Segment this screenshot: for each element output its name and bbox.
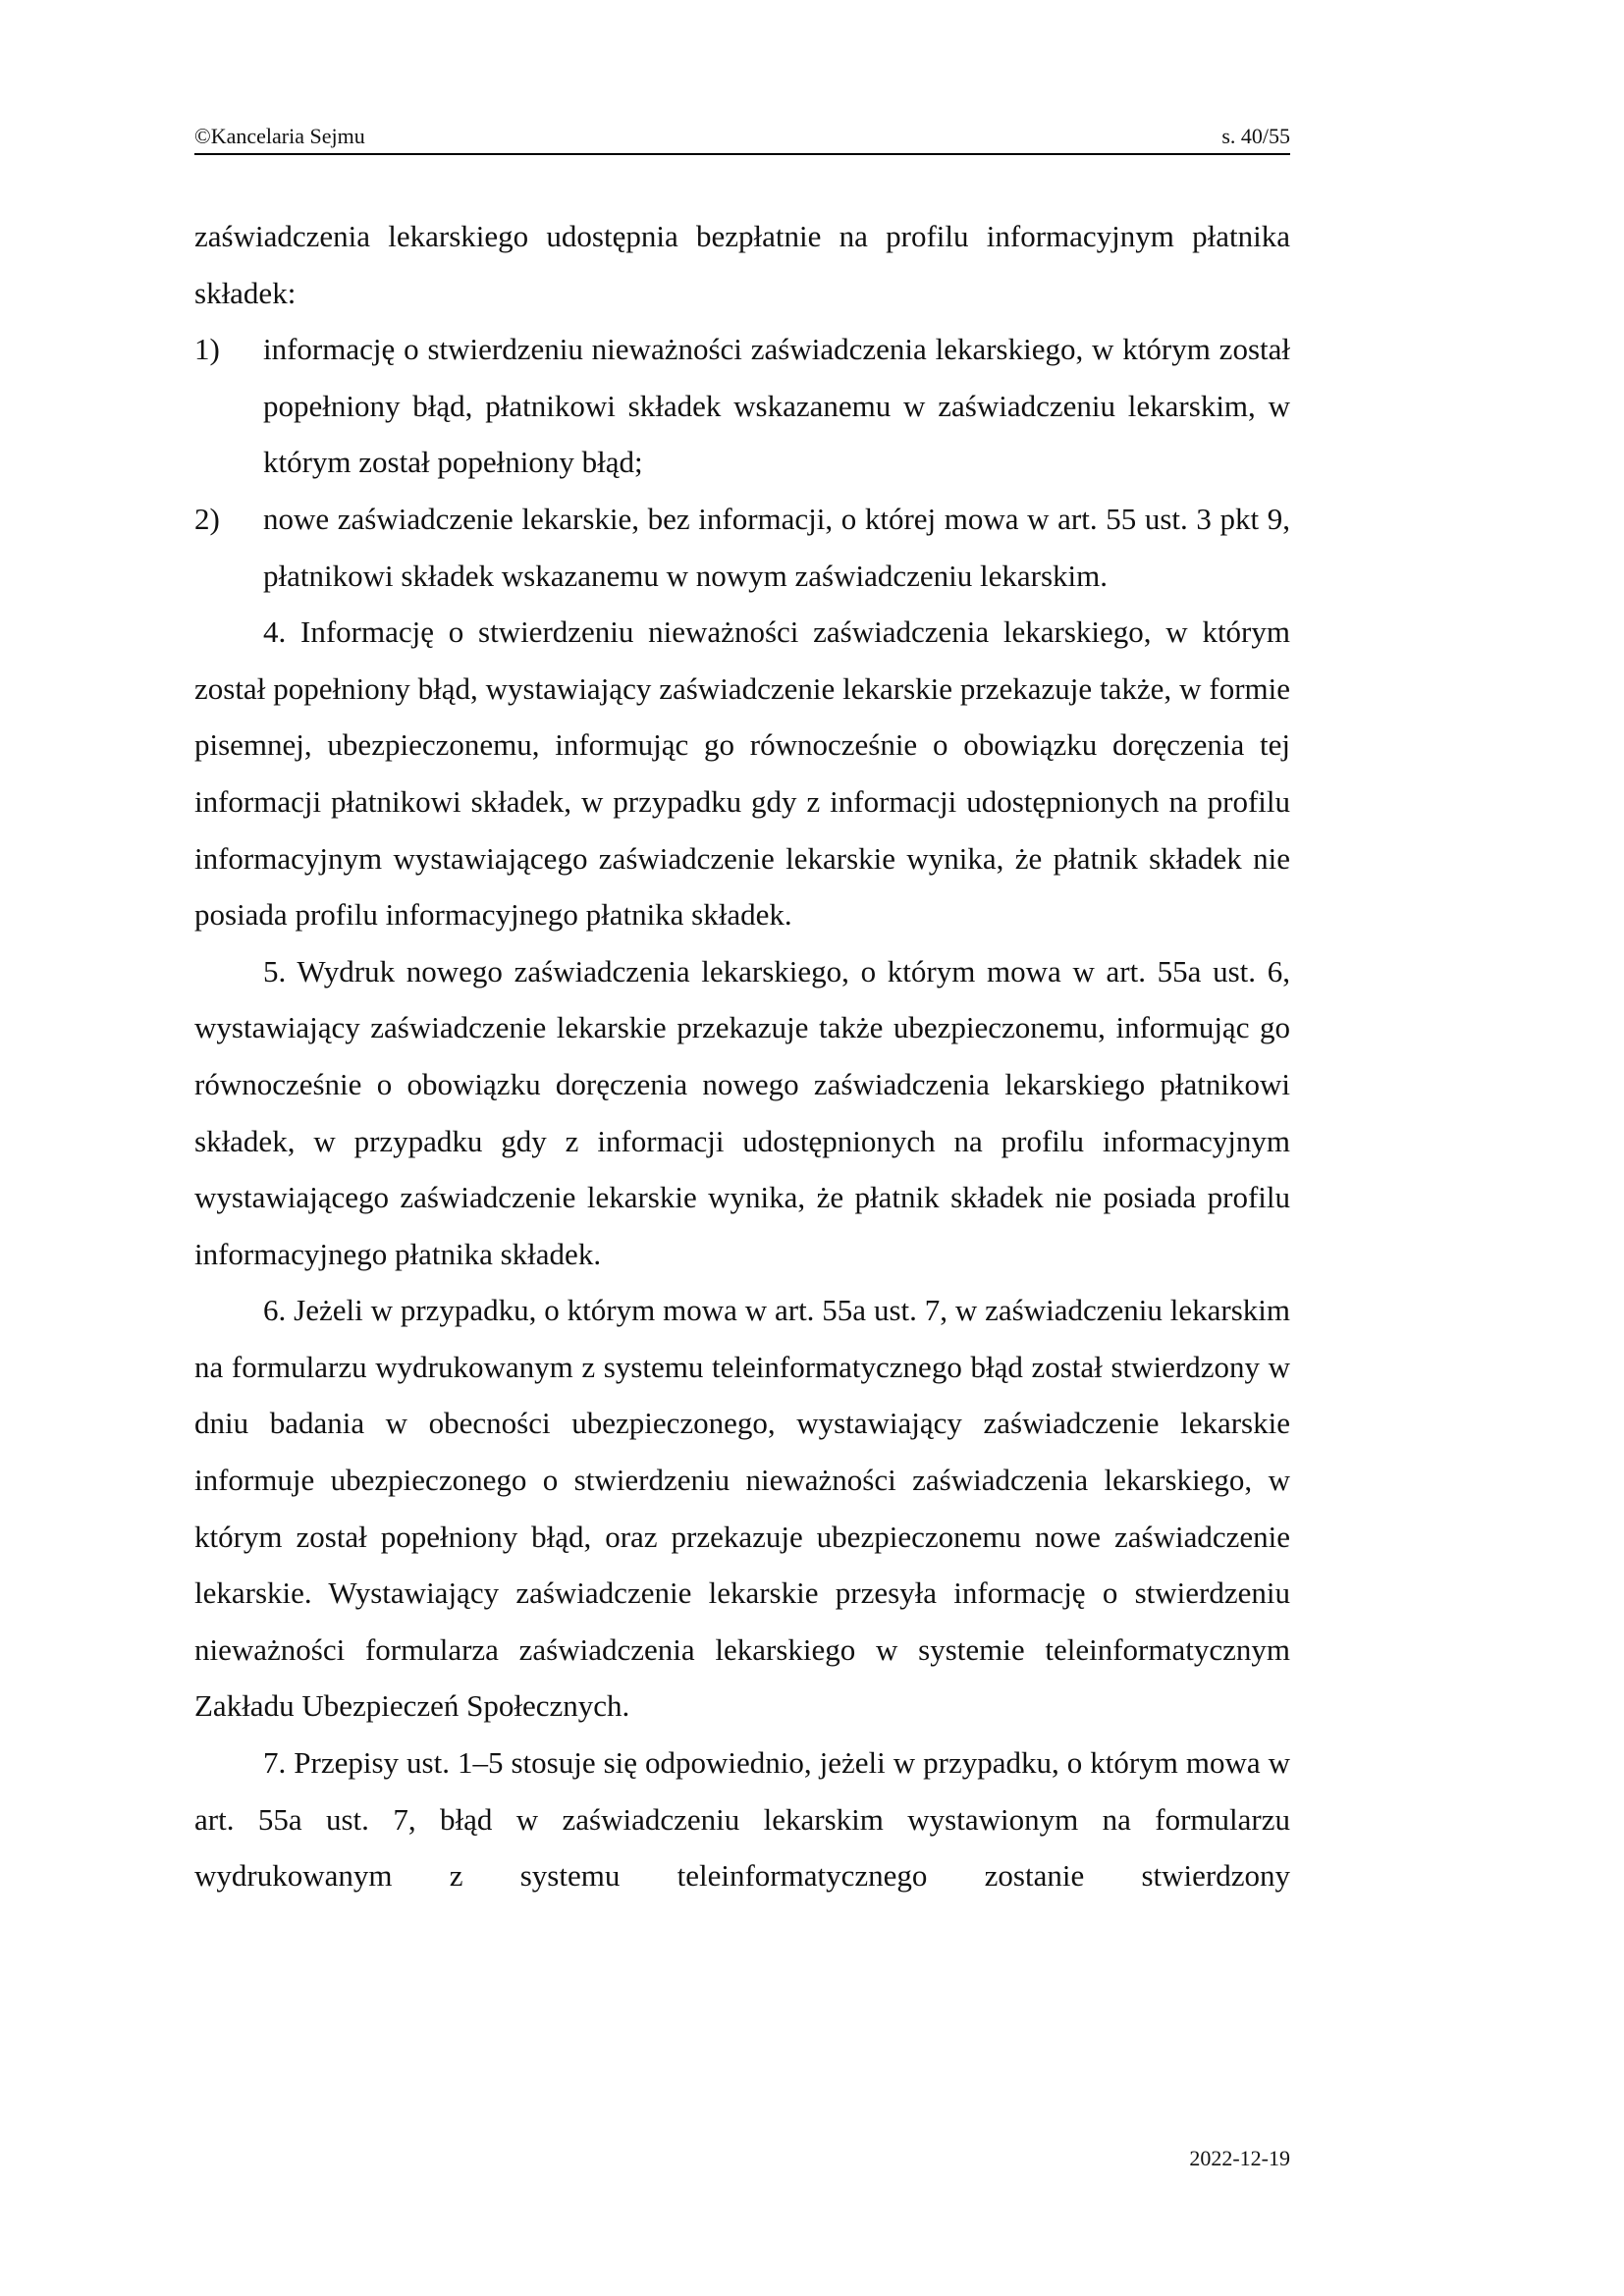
list-item-number: 1) — [194, 332, 220, 367]
paragraph-4: 4. Informację o stwierdzeniu nieważności zaświadczenia lekarskiego, w którym został popełniony błąd, wystawiający zaświadczenie lekarskie przekazuje także, w formie pisemnej, ubezpieczonemu, informując go równocześnie o obowiązku doręczenia tej informacji płatnikowi składek, w przypadku gdy z informacji udostępnionych na profilu informacyjnym wystawiającego zaświadczenie lekarskie wynika, że płatnik składek nie posiada profilu informacyjnego płatnika składek. — [194, 614, 1290, 933]
intro-paragraph: zaświadczenia lekarskiego udostępnia bezpłatnie na profilu informacyjnym płatnika składek: — [194, 219, 1290, 310]
list-item-number: 2) — [194, 501, 220, 536]
paragraph-7: 7. Przepisy ust. 1–5 stosuje się odpowiednio, jeżeli w przypadku, o którym mowa w art. 55a ust. 7, błąd w zaświadczeniu lekarskim wystawionym na formularzu wydrukowanym z systemu teleinformatycznego zostanie stwierdzony — [194, 1745, 1290, 1894]
list-item-text: informację o stwierdzeniu nieważności zaświadczenia lekarskiego, w którym został popełniony błąd, płatnikowi składek wskazanemu w zaświadczeniu lekarskim, w którym został popełniony błąd; — [263, 332, 1290, 480]
paragraph-5: 5. Wydruk nowego zaświadczenia lekarskiego, o którym mowa w art. 55a ust. 6, wystawiający zaświadczenie lekarskie przekazuje także ubezpieczonemu, informując go równocześnie o obowiązku doręczenia nowego zaświadczenia lekarskiego płatnikowi składek, w przypadku gdy z informacji udostępnionych na profilu informacyjnym wystawiającego zaświadczenie lekarskie wynika, że płatnik składek nie posiada profilu informacyjnego płatnika składek. — [194, 953, 1290, 1271]
list-item-1 — [194, 321, 1290, 491]
header-publisher: ©Kancelaria Sejmu — [194, 124, 365, 148]
footer-date: 2022-12-19 — [1189, 2146, 1290, 2170]
page-header — [194, 124, 1290, 155]
paragraph-6: 6. Jeżeli w przypadku, o którym mowa w art. 55a ust. 7, w zaświadczeniu lekarskim na formularzu wydrukowanym z systemu teleinformatycznego błąd został stwierdzony w dniu badania w obecności ubezpieczonego, wystawiający zaświadczenie lekarskie informuje ubezpieczonego o stwierdzeniu nieważności zaświadczenia lekarskiego, w którym został popełniony błąd, oraz przekazuje ubezpieczonemu nowe zaświadczenie lekarskie. Wystawiający zaświadczenie lekarskie przesyła informację o stwierdzeniu nieważności formularza zaświadczenia lekarskiego w systemie teleinformatycznym Zakładu Ubezpieczeń Społecznych. — [194, 1293, 1290, 1724]
list-item-text: nowe zaświadczenie lekarskie, bez informacji, o której mowa w art. 55 ust. 3 pkt 9, płatnikowi składek wskazanemu w nowym zaświadczeniu lekarskim. — [263, 501, 1290, 593]
document-body — [194, 208, 1290, 1904]
header-page-number: s. 40/55 — [1221, 124, 1290, 148]
list-item-2 — [194, 491, 1290, 604]
